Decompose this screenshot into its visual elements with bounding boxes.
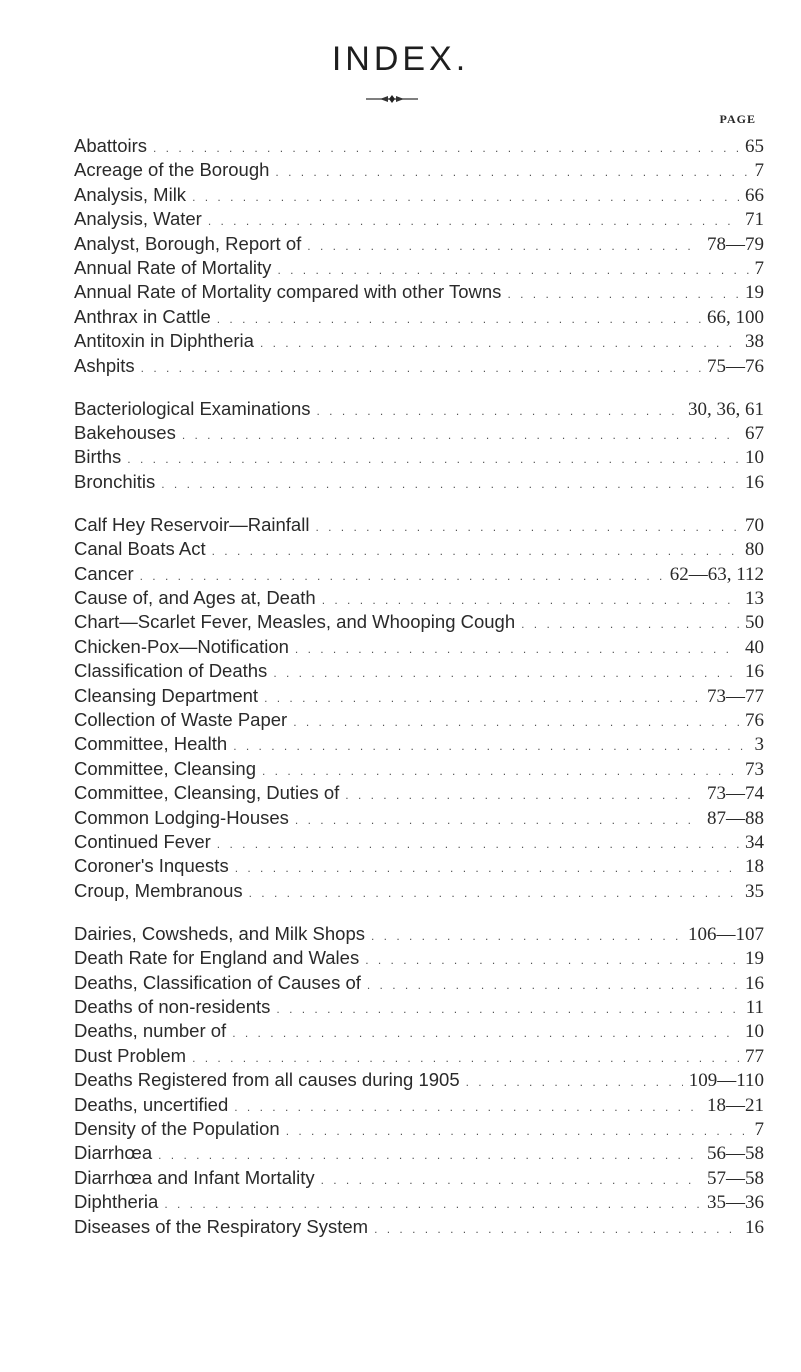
index-page-numbers: 11 <box>745 996 764 1018</box>
dot-leader <box>217 309 701 330</box>
index-page-numbers: 40 <box>745 636 764 658</box>
dot-leader <box>374 1219 739 1240</box>
dot-leader <box>182 425 739 446</box>
index-page-numbers: 16 <box>745 471 764 493</box>
index-entry <box>74 281 764 305</box>
dot-leader <box>208 211 739 232</box>
index-entry <box>74 996 764 1020</box>
index-term: Bronchitis <box>74 470 156 492</box>
index-term: Classification of Deaths <box>74 660 268 682</box>
index-entry <box>74 233 764 257</box>
index-page-numbers: 19 <box>745 282 764 304</box>
index-page-numbers: 65 <box>745 136 764 157</box>
index-term: Dairies, Cowsheds, and Milk Shops <box>74 922 365 944</box>
index-entry <box>74 685 764 709</box>
dot-leader <box>140 566 664 587</box>
index-term: Diseases of the Respiratory System <box>74 1215 369 1237</box>
index-term: Calf Hey Reservoir—Rainfall <box>74 513 310 535</box>
dot-leader <box>262 761 739 782</box>
index-page-numbers: 38 <box>745 331 764 353</box>
index-entry <box>74 709 764 733</box>
index-page-numbers: 106—107 <box>688 923 764 945</box>
index-page-numbers: 73 <box>745 758 764 780</box>
index-term: Antitoxin in Diphtheria <box>74 330 254 352</box>
dot-leader <box>286 1121 749 1142</box>
dot-leader <box>192 187 739 208</box>
index-page-numbers: 57—58 <box>707 1167 764 1189</box>
index-page-numbers: 109—110 <box>688 1070 764 1092</box>
index-page-numbers: 80 <box>745 539 764 561</box>
index-page-numbers: 7 <box>754 160 764 182</box>
dot-leader <box>164 1194 701 1215</box>
index-page-numbers: 13 <box>745 587 764 609</box>
index-term: Deaths, Classification of Causes of <box>74 971 361 993</box>
index-term: Cause of, and Ages at, Death <box>74 586 316 608</box>
dot-leader <box>295 810 701 831</box>
dot-leader <box>233 736 748 757</box>
index-entry <box>74 422 764 446</box>
index-term: Committee, Health <box>74 733 228 755</box>
index-page-numbers: 62—63, 112 <box>669 563 764 585</box>
dot-leader <box>521 614 739 635</box>
dot-leader <box>315 517 739 538</box>
index-page-numbers: 77 <box>745 1045 764 1067</box>
index-entry <box>74 471 764 495</box>
index-page-numbers: 76 <box>745 709 764 731</box>
index-entry <box>74 306 764 330</box>
index-term: Analyst, Borough, Report of <box>74 232 302 254</box>
index-page-numbers: 70 <box>745 514 764 536</box>
dot-leader <box>273 663 739 684</box>
index-term: Analysis, Water <box>74 208 202 230</box>
page-title: INDEX. <box>331 40 470 78</box>
dot-leader <box>295 639 739 660</box>
index-entry <box>74 831 764 855</box>
index-term: Cancer <box>74 562 134 584</box>
index-page-numbers: 30, 36, 61 <box>688 398 764 420</box>
index-entry <box>74 1216 764 1240</box>
dot-leader <box>217 834 739 855</box>
index-page-numbers: 67 <box>745 422 764 444</box>
dot-leader <box>212 541 739 562</box>
index-entry <box>74 855 764 879</box>
dot-leader <box>367 975 739 996</box>
index-page-numbers: 18 <box>745 856 764 878</box>
index-term: Diarrhœa and Infant Mortality <box>74 1166 315 1188</box>
index-entry <box>74 972 764 996</box>
dot-leader <box>365 950 739 971</box>
dot-leader <box>466 1072 683 1093</box>
index-page-numbers: 3 <box>754 734 764 756</box>
index-term: Deaths, number of <box>74 1020 227 1042</box>
index-entry <box>74 880 764 904</box>
index-group-b <box>74 398 764 496</box>
index-term: Common Lodging-Houses <box>74 806 289 828</box>
index-entry <box>74 159 764 183</box>
index-entry <box>74 947 764 971</box>
dot-leader <box>371 926 682 947</box>
index-page-numbers: 34 <box>745 831 764 853</box>
index-page-numbers: 7 <box>754 258 764 280</box>
dot-leader <box>264 688 701 709</box>
index-entry <box>74 1069 764 1093</box>
index-page-numbers: 10 <box>745 447 764 469</box>
index-page-numbers: 50 <box>745 612 764 634</box>
dot-leader <box>232 1023 739 1044</box>
index-term: Births <box>74 446 122 468</box>
dot-leader <box>275 162 748 183</box>
dot-leader <box>293 712 739 733</box>
index-page-numbers: 7 <box>754 1118 764 1140</box>
index-list <box>74 135 764 1258</box>
index-entry <box>74 733 764 757</box>
index-entry <box>74 782 764 806</box>
index-entry <box>74 758 764 782</box>
index-term: Density of the Population <box>74 1117 280 1139</box>
index-term: Deaths Registered from all causes during 1905 <box>74 1069 460 1091</box>
index-term: Coroner's Inquests <box>74 855 229 877</box>
index-page-numbers: 66, 100 <box>707 306 764 328</box>
index-page-numbers: 10 <box>745 1021 764 1043</box>
index-entry <box>74 514 764 538</box>
index-term: Diphtheria <box>74 1191 159 1213</box>
index-term: Death Rate for England and Wales <box>74 947 360 969</box>
index-entry <box>74 636 764 660</box>
index-term: Deaths of non-residents <box>74 995 271 1017</box>
index-term: Annual Rate of Mortality compared with other Towns <box>74 281 502 303</box>
index-page-numbers: 75—76 <box>707 355 764 377</box>
index-term: Croup, Membranous <box>74 879 243 901</box>
index-entry <box>74 611 764 635</box>
index-entry <box>74 208 764 232</box>
index-entry <box>74 1118 764 1142</box>
index-page-numbers: 78—79 <box>707 233 764 255</box>
dot-leader <box>158 1145 701 1166</box>
index-entry <box>74 587 764 611</box>
index-entry <box>74 807 764 831</box>
index-term: Acreage of the Borough <box>74 159 270 181</box>
index-term: Committee, Cleansing, Duties of <box>74 782 340 804</box>
index-entry <box>74 563 764 587</box>
index-term: Analysis, Milk <box>74 183 187 205</box>
index-term: Chart—Scarlet Fever, Measles, and Whooping Cough <box>74 611 516 633</box>
index-term: Chicken-Pox—Notification <box>74 635 289 657</box>
index-term: Bakehouses <box>74 421 176 443</box>
index-term: Annual Rate of Mortality <box>74 257 272 279</box>
dot-leader <box>141 358 701 379</box>
index-term: Abattoirs <box>74 135 148 156</box>
index-term: Deaths, uncertified <box>74 1093 229 1115</box>
index-group-a <box>74 135 764 379</box>
dot-leader <box>307 236 701 257</box>
dot-leader <box>235 858 739 879</box>
index-entry <box>74 1094 764 1118</box>
index-entry <box>74 1191 764 1215</box>
index-page-numbers: 19 <box>745 948 764 970</box>
index-page-numbers: 71 <box>745 209 764 231</box>
ornament-divider-icon <box>366 94 418 104</box>
dot-leader <box>249 883 739 904</box>
index-term: Collection of Waste Paper <box>74 708 288 730</box>
index-entry <box>74 446 764 470</box>
index-term: Continued Fever <box>74 830 211 852</box>
dot-leader <box>276 999 739 1020</box>
index-page-numbers: 66 <box>745 184 764 206</box>
index-page-numbers: 16 <box>745 972 764 994</box>
index-entry <box>74 135 764 159</box>
index-page-numbers: 35 <box>745 880 764 902</box>
index-page-numbers: 73—74 <box>707 783 764 805</box>
index-page-numbers: 16 <box>745 1216 764 1238</box>
dot-leader <box>507 284 739 305</box>
index-page-numbers: 73—77 <box>707 685 764 707</box>
index-entry <box>74 1167 764 1191</box>
index-entry <box>74 538 764 562</box>
index-entry <box>74 660 764 684</box>
dot-leader <box>153 138 739 159</box>
index-term: Dust Problem <box>74 1044 187 1066</box>
index-page-numbers: 56—58 <box>707 1143 764 1165</box>
index-term: Ashpits <box>74 354 135 376</box>
index-entry <box>74 1020 764 1044</box>
index-entry <box>74 355 764 379</box>
index-group-c <box>74 514 764 905</box>
index-page-numbers: 16 <box>745 661 764 683</box>
page-column-heading: PAGE <box>719 112 756 126</box>
dot-leader <box>322 590 739 611</box>
index-term: Canal Boats Act <box>74 538 206 560</box>
index-term: Bacteriological Examinations <box>74 397 311 419</box>
index-entry <box>74 184 764 208</box>
dot-leader <box>321 1170 701 1191</box>
index-entry <box>74 1045 764 1069</box>
dot-leader <box>317 401 682 422</box>
dot-leader <box>192 1048 739 1069</box>
index-page-numbers: 35—36 <box>707 1192 764 1214</box>
dot-leader <box>345 785 701 806</box>
index-term: Cleansing Department <box>74 684 259 706</box>
dot-leader <box>161 474 739 495</box>
index-term: Anthrax in Cattle <box>74 305 211 327</box>
dot-leader <box>260 333 739 354</box>
dot-leader <box>234 1097 701 1118</box>
index-entry <box>74 398 764 422</box>
index-page-numbers: 87—88 <box>707 807 764 829</box>
index-term: Diarrhœa <box>74 1142 153 1164</box>
index-page-numbers: 18—21 <box>707 1094 764 1116</box>
index-group-d <box>74 923 764 1240</box>
index-entry <box>74 330 764 354</box>
index-entry <box>74 257 764 281</box>
index-term: Committee, Cleansing <box>74 757 256 779</box>
dot-leader <box>127 449 739 470</box>
index-entry <box>74 1142 764 1166</box>
dot-leader <box>277 260 748 281</box>
index-entry <box>74 923 764 947</box>
